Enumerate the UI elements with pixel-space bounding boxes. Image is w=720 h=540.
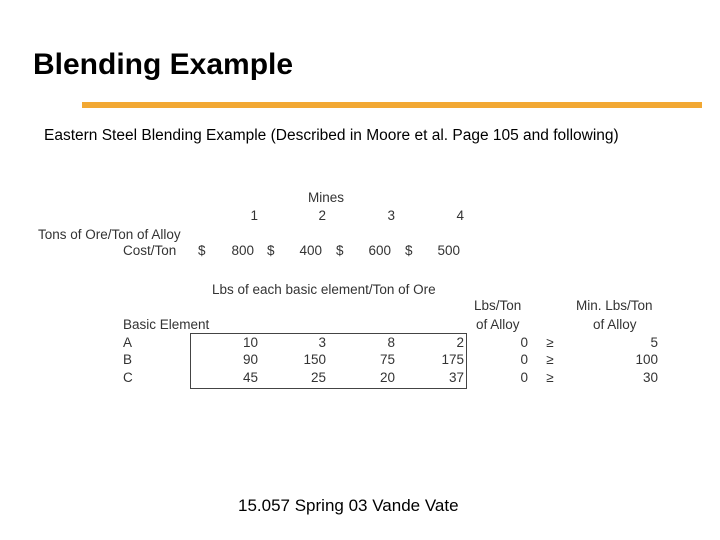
table-cell: 45 [242,370,258,385]
table-cell: 25 [310,370,326,385]
lbs-value-b: 0 [520,352,528,367]
table-right-border [466,333,467,389]
currency-symbol: $ [336,243,344,258]
min-value-a: 5 [650,335,658,350]
elements-section-header: Lbs of each basic element/Ton of Ore [212,282,436,297]
min-value-c: 30 [642,370,658,385]
mine-number-1: 1 [250,208,258,223]
table-cell: 175 [441,352,464,367]
table-cell: 8 [387,335,395,350]
table-bottom-border [190,388,467,389]
min-lbs-header: Min. Lbs/Ton [576,298,653,313]
mine-number-3: 3 [387,208,395,223]
basic-element-label: Basic Element [123,317,210,332]
slide-title: Blending Example [33,48,294,81]
slide-footer: 15.057 Spring 03 Vande Vate [238,496,459,515]
table-cell: 90 [242,352,258,367]
table-cell: 37 [448,370,464,385]
mine-number-4: 4 [456,208,464,223]
table-cell: 2 [456,335,464,350]
currency-symbol: $ [405,243,413,258]
table-cell: 3 [318,335,326,350]
min-of-alloy-header: of Alloy [593,317,637,332]
operator-c: ≥ [546,370,554,385]
title-underline [82,102,702,108]
currency-symbol: $ [267,243,275,258]
cost-mine-4: 500 [437,243,460,258]
cost-mine-2: 400 [299,243,322,258]
operator-a: ≥ [546,335,554,350]
cost-mine-1: 800 [231,243,254,258]
cost-per-ton-label: Cost/Ton [123,243,177,258]
slide-subtitle: Eastern Steel Blending Example (Described in Moore et al. Page 105 and following) [44,127,619,144]
cost-mine-3: 600 [368,243,391,258]
table-cell: 150 [303,352,326,367]
currency-symbol: $ [198,243,206,258]
table-top-border [190,333,467,334]
lbs-per-ton-header: Lbs/Ton [474,298,522,313]
table-cell: 10 [242,335,258,350]
mines-header: Mines [308,190,345,205]
element-label-c: C [123,370,133,385]
of-alloy-header: of Alloy [476,317,520,332]
table-cell: 75 [379,352,395,367]
lbs-value-c: 0 [520,370,528,385]
operator-b: ≥ [546,352,554,367]
table-cell: 20 [379,370,395,385]
table-left-border [190,333,191,389]
element-label-a: A [123,335,133,350]
lbs-value-a: 0 [520,335,528,350]
min-value-b: 100 [635,352,658,367]
tons-of-ore-label: Tons of Ore/Ton of Alloy [38,227,181,242]
element-label-b: B [123,352,133,367]
mine-number-2: 2 [318,208,326,223]
